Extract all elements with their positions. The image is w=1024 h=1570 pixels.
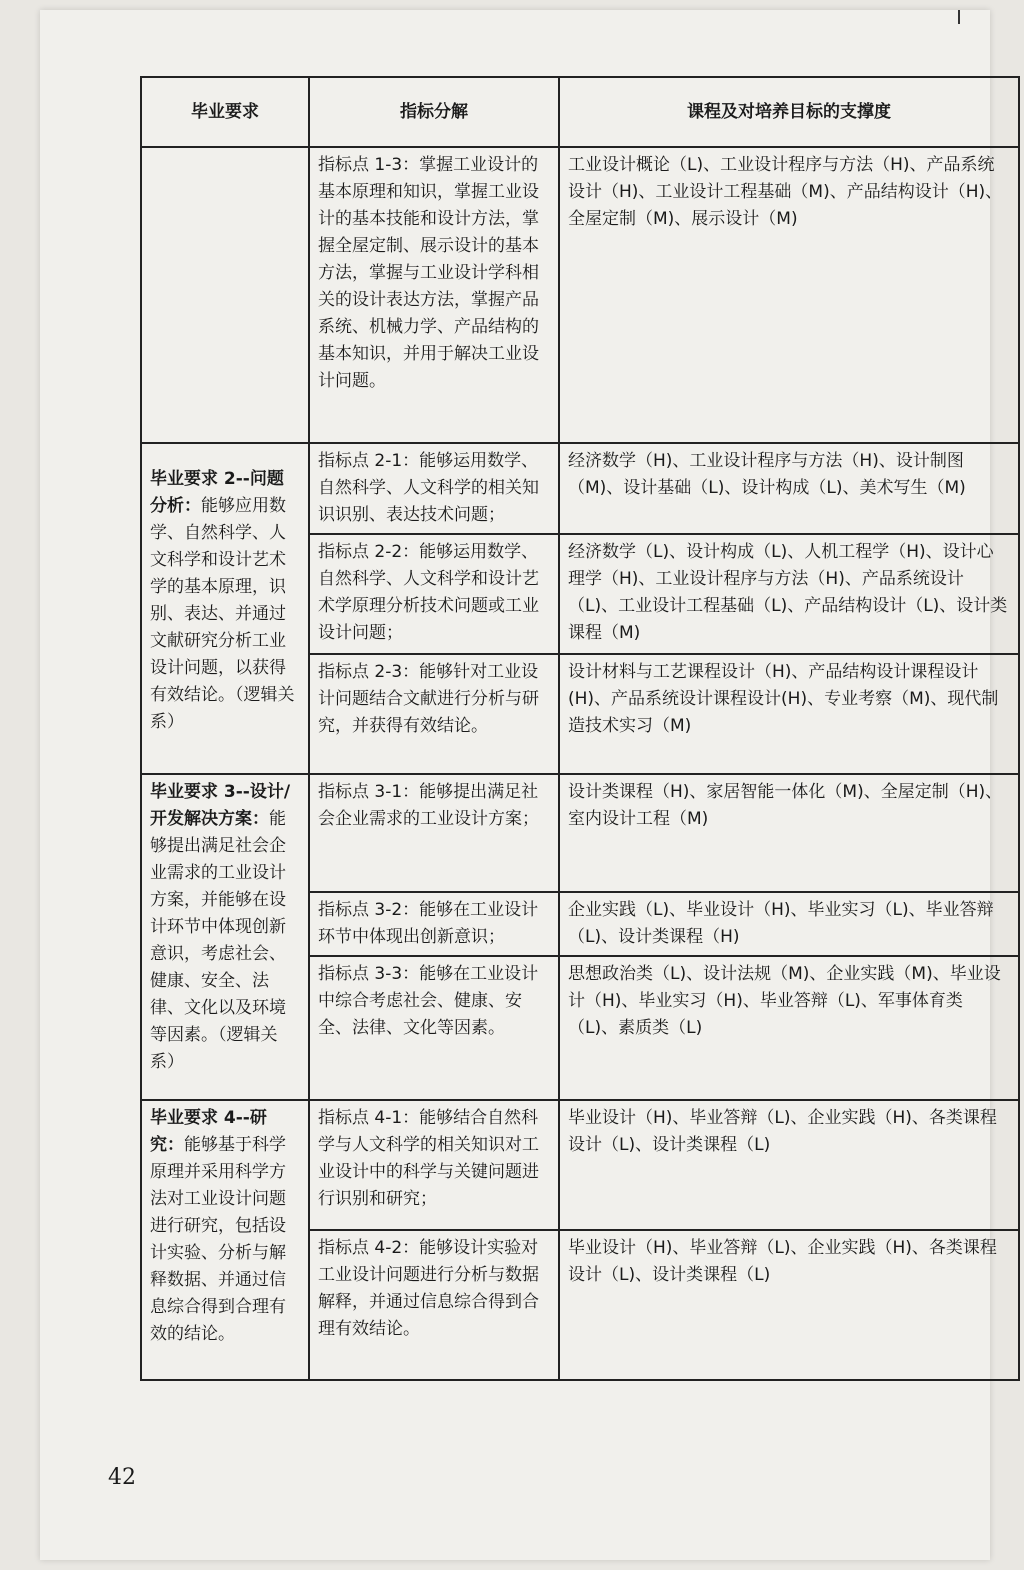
courses-cell: 思想政治类（L)、设计法规（M)、企业实践（M)、毕业设计（H)、毕业实习（H)、毕业答辩（L)、军事体育类（L)、素质类（L): [559, 956, 1019, 1100]
indicator-cell: 指标点 4-1：能够结合自然科学与人文科学的相关知识对工业设计中的科学与关键问题进行识别和研究；: [309, 1100, 559, 1230]
indicator-cell: 指标点 4-2：能够设计实验对工业设计问题进行分析与数据解释，并通过信息综合得到合理有效结论。: [309, 1230, 559, 1380]
courses-cell: 经济数学（L)、设计构成（L)、人机工程学（H)、设计心理学（H)、工业设计程序与方法（H)、产品系统设计（L)、工业设计工程基础（L)、产品结构设计（L)、设计类课程（M): [559, 534, 1019, 654]
requirement-body: 能够基于科学原理并采用科学方法对工业设计问题进行研究，包括设计实验、分析与解释数据、并通过信息综合得到合理有效的结论。: [150, 1135, 286, 1344]
requirement-body: 能够提出满足社会企业需求的工业设计方案，并能够在设计环节中体现创新意识，考虑社会、健康、安全、法律、文化以及环境等因素。（逻辑关系）: [150, 809, 286, 1072]
requirement-cell: [141, 1100, 309, 1380]
indicator-cell: 指标点 2-2：能够运用数学、自然科学、人文科学和设计艺术学原理分析技术问题或工业设计问题；: [309, 534, 559, 654]
indicator-cell: 指标点 3-2：能够在工业设计环节中体现出创新意识；: [309, 892, 559, 956]
header-indicator: 指标分解: [309, 77, 559, 147]
page-number: 42: [108, 1465, 136, 1490]
courses-cell: 设计材料与工艺课程设计（H)、产品结构设计课程设计(H)、产品系统设计课程设计(H)、专业考察（M)、现代制造技术实习（M): [559, 654, 1019, 774]
scan-mark: [958, 10, 960, 24]
table-row: [141, 443, 1019, 534]
header-requirement: 毕业要求: [141, 77, 309, 147]
courses-cell: 毕业设计（H)、毕业答辩（L)、企业实践（H)、各类课程设计（L)、设计类课程（L): [559, 1100, 1019, 1230]
requirement-body: 能够应用数学、自然科学、人文科学和设计艺术学的基本原理，识别、表达、并通过文献研究分析工业设计问题，以获得有效结论。（逻辑关系）: [150, 496, 295, 732]
requirement-cell: [141, 443, 309, 774]
indicator-cell: 指标点 3-1：能够提出满足社会企业需求的工业设计方案；: [309, 774, 559, 892]
table-header-row: [141, 77, 1019, 147]
courses-cell: 设计类课程（H)、家居智能一体化（M)、全屋定制（H)、室内设计工程（M): [559, 774, 1019, 892]
header-courses: 课程及对培养目标的支撑度: [559, 77, 1019, 147]
table-row: [141, 147, 1019, 443]
courses-cell: 企业实践（L)、毕业设计（H)、毕业实习（L)、毕业答辩（L)、设计类课程（H): [559, 892, 1019, 956]
indicator-cell: 指标点 3-3：能够在工业设计中综合考虑社会、健康、安全、法律、文化等因素。: [309, 956, 559, 1100]
requirement-title: 毕业要求 2--问题分析：: [150, 469, 284, 516]
courses-cell: 毕业设计（H)、毕业答辩（L)、企业实践（H)、各类课程设计（L)、设计类课程（L): [559, 1230, 1019, 1380]
courses-cell: 经济数学（H)、工业设计程序与方法（H)、设计制图（M)、设计基础（L)、设计构成（L)、美术写生（M): [559, 443, 1019, 534]
requirement-cell: [141, 147, 309, 443]
document-page: [40, 10, 1008, 1560]
requirement-cell: [141, 774, 309, 1100]
indicator-cell: 指标点 2-3：能够针对工业设计问题结合文献进行分析与研究，并获得有效结论。: [309, 654, 559, 774]
courses-cell: 工业设计概论（L)、工业设计程序与方法（H)、产品系统设计（H)、工业设计工程基础（M)、产品结构设计（H)、全屋定制（M)、展示设计（M): [559, 147, 1019, 443]
requirement-title: 毕业要求 3--设计/开发解决方案：: [150, 782, 291, 829]
indicator-cell: 指标点 2-1：能够运用数学、自然科学、人文科学的相关知识识别、表达技术问题；: [309, 443, 559, 534]
requirements-table: [140, 76, 1020, 1381]
table-row: [141, 1100, 1019, 1230]
table-row: [141, 774, 1019, 892]
indicator-cell: 指标点 1-3：掌握工业设计的基本原理和知识，掌握工业设计的基本技能和设计方法，掌握全屋定制、展示设计的基本方法，掌握与工业设计学科相关的设计表达方法，掌握产品系统、机械力学、产品结构的基本知识，并用于解决工业设计问题。: [309, 147, 559, 443]
requirement-title: 毕业要求 4--研究：: [150, 1108, 267, 1155]
